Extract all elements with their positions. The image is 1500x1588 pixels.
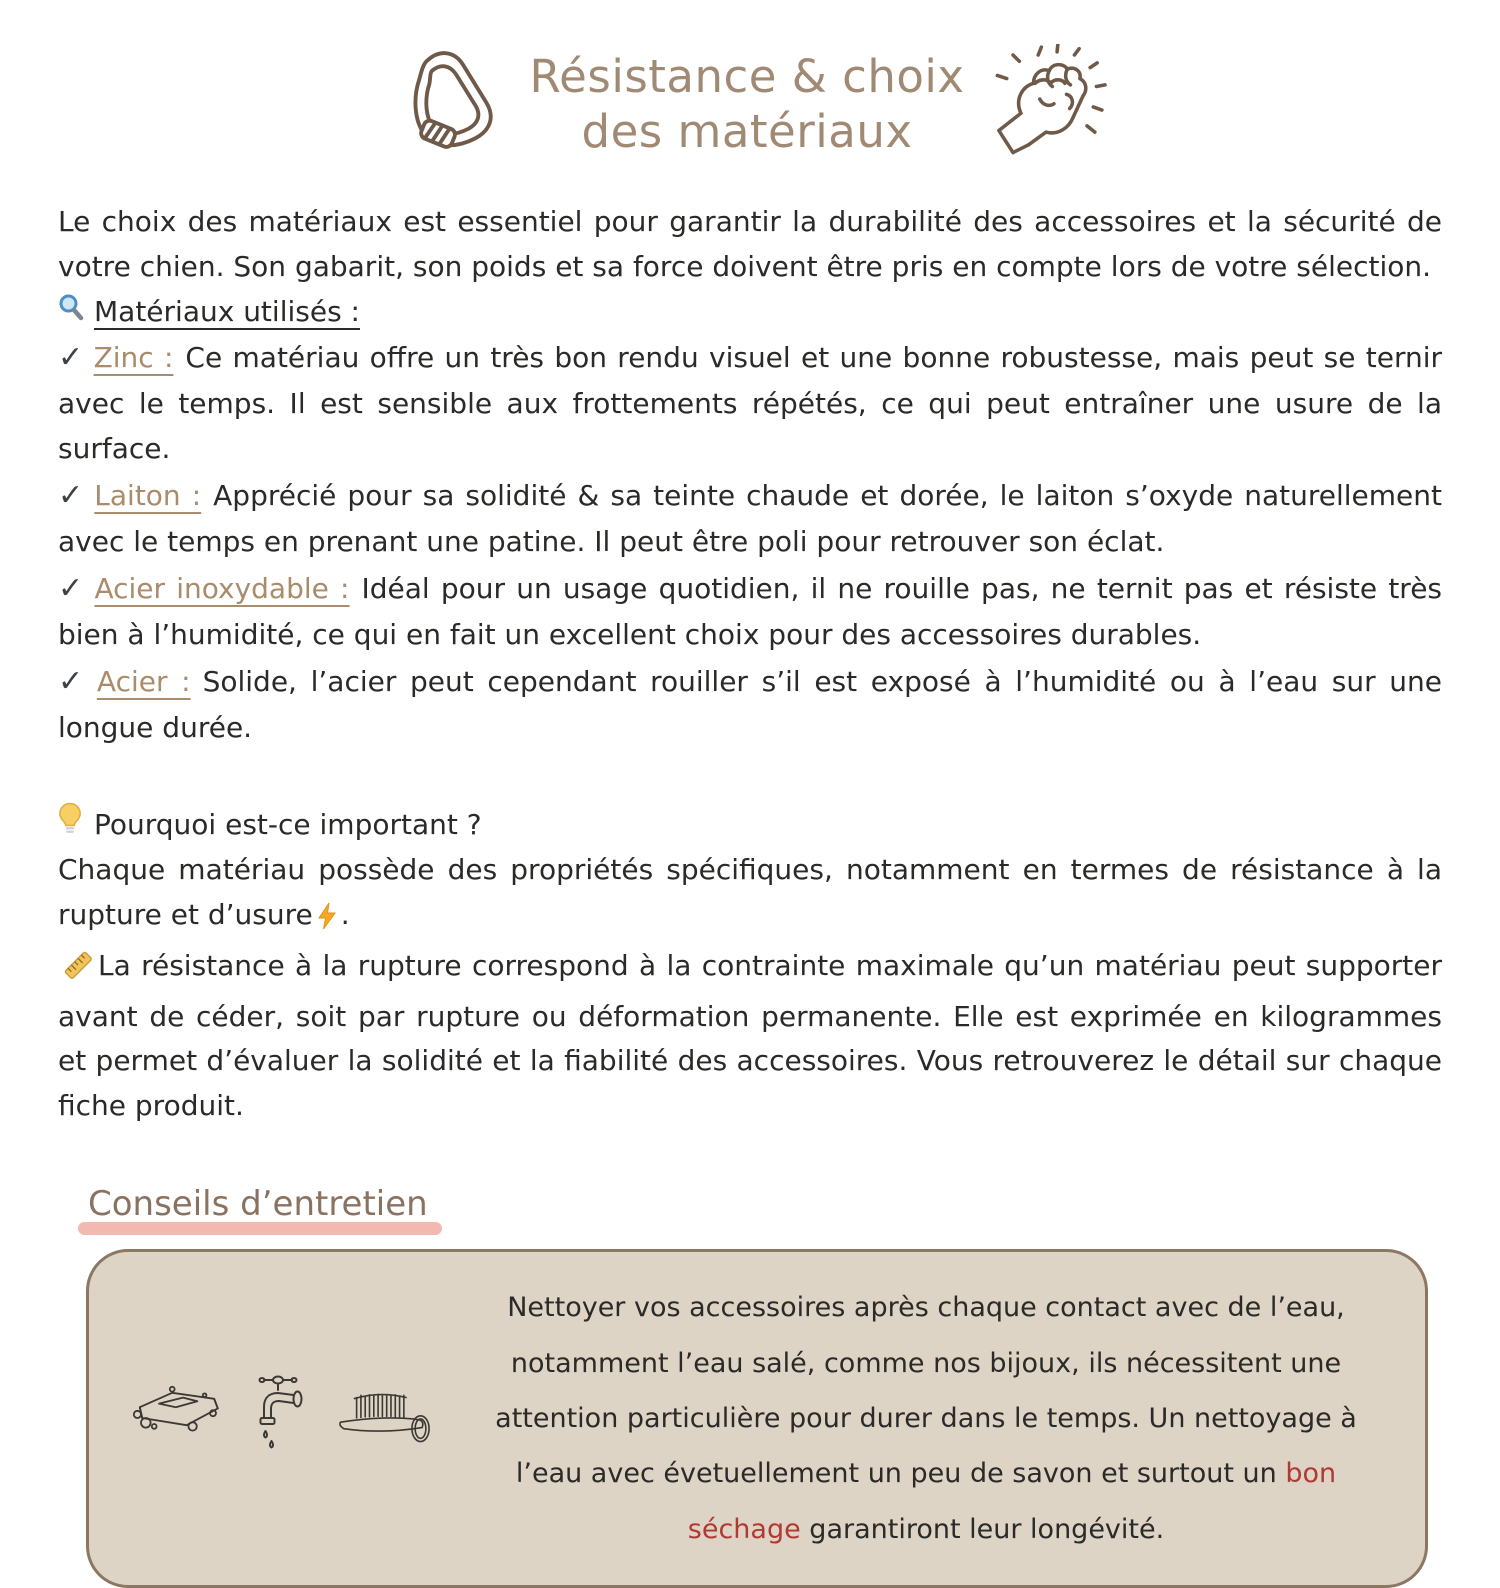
page-title-line2: des matériaux xyxy=(581,105,913,158)
rupture-text: La résistance à la rupture correspond à la contrainte maximale qu’un matériau peut supporter avant de céder, soit par rupture ou déformation permanente. Elle est exprimée en kilogrammes et permet d’évaluer la solidité et la fiabilité des accessoires. Vous retrouverez le détail sur chaque fiche produit. xyxy=(58,948,1442,1123)
magnifier-icon xyxy=(58,290,84,335)
main-content xyxy=(0,166,1500,1588)
page-title-line1: Résistance & choix xyxy=(529,50,965,104)
faucet-icon xyxy=(249,1372,309,1466)
importance-body xyxy=(58,848,1442,944)
check-icon: ✓ xyxy=(58,663,88,699)
material-label: Acier : xyxy=(96,664,191,698)
material-item-laiton xyxy=(58,472,1442,565)
material-label: Zinc : xyxy=(93,341,174,375)
materials-heading xyxy=(58,290,1442,335)
material-item-acier xyxy=(58,658,1442,751)
intro-paragraph: Le choix des matériaux est essentiel pour garantir la durabilité des accessoires et la sécurité de votre chien. Son gabarit, son poids et sa force doivent être pris en compte lors de votre sélection. xyxy=(58,205,1442,283)
soap-icon xyxy=(123,1376,225,1462)
care-heading: Conseils d’entretien xyxy=(88,1177,428,1231)
importance-section xyxy=(58,802,1442,1129)
care-text-highlight: bon séchage xyxy=(687,1458,1337,1545)
material-item-acier-inoxydable xyxy=(58,565,1442,658)
page-title xyxy=(529,50,964,160)
importance-heading-label: Pourquoi est-ce important ? xyxy=(94,807,482,841)
check-icon: ✓ xyxy=(58,477,86,513)
carabiner-icon xyxy=(391,44,503,166)
lightbulb-icon xyxy=(58,802,82,848)
care-text xyxy=(471,1280,1381,1557)
importance-body-text: Chaque matériau possède des propriétés spécifiques, notamment en termes de résistance à la rupture et d’usure xyxy=(58,853,1442,931)
material-item-zinc xyxy=(58,334,1442,472)
lightning-bolt-icon xyxy=(317,899,337,944)
material-desc: Idéal pour un usage quotidien, il ne rouille pas, ne ternit pas et résiste très bien à l’humidité, ce qui en fait un excellent choix pour des accessoires durables. xyxy=(58,571,1443,651)
care-text-before: Nettoyer vos accessoires après chaque contact avec de l’eau, notamment l’eau salé, comme nos bijoux, ils nécessitent une attention particulière pour durer dans le temps. Un nettoyage à l’eau avec évetuellement un peu de savon et surtout un xyxy=(495,1292,1357,1490)
brush-icon xyxy=(333,1377,435,1461)
importance-heading xyxy=(58,802,1442,848)
care-box xyxy=(86,1249,1428,1588)
material-label: Acier inoxydable : xyxy=(94,571,350,605)
importance-body-period: . xyxy=(340,897,350,931)
care-section xyxy=(58,1177,1442,1588)
check-icon: ✓ xyxy=(58,570,86,606)
care-icons xyxy=(123,1372,435,1466)
rupture-paragraph xyxy=(58,944,1442,1129)
materials-heading-label: Matériaux utilisés : xyxy=(94,294,360,328)
material-desc: Apprécié pour sa solidité & sa teinte chaude et dorée, le laiton s’oxyde naturellement avec le temps en prenant une patine. Il peut être poli pour retrouver son éclat. xyxy=(58,478,1442,558)
material-label: Laiton : xyxy=(94,478,202,512)
care-text-after: garantiront leur longévité. xyxy=(800,1513,1165,1545)
ruler-icon xyxy=(62,949,94,995)
check-icon: ✓ xyxy=(58,340,85,376)
material-desc: Ce matériau offre un très bon rendu visuel et une bonne robustesse, mais peut se ternir avec le temps. Il est sensible aux frottements répétés, ce qui peut entraîner une usure de la surface. xyxy=(58,341,1443,466)
raised-fist-icon xyxy=(991,44,1109,166)
material-desc: Solide, l’acier peut cependant rouiller s’il est exposé à l’humidité ou à l’eau sur une longue durée. xyxy=(58,664,1442,744)
page-header xyxy=(0,0,1500,166)
